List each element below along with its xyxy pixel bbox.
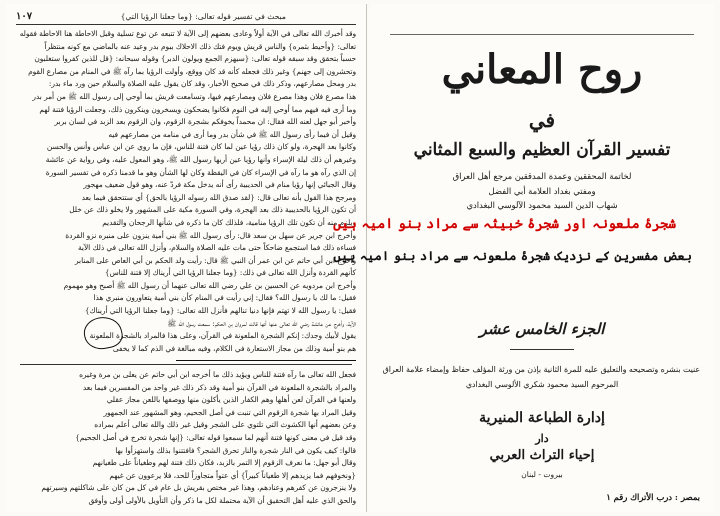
- text-line: وكانوا بعد الهجرة، ولو كان ذلك رؤيا عين لما كان فتنة للناس، فإن ما روي عن ابن عباس وأنس والحسن: [46, 142, 356, 152]
- edition-note-1: عنيت بنشره وتصحيحه والتعليق عليه للمرة الثانية بإذن من ورثة المؤلف حفاظ وإمضاء علامة العراق: [382, 365, 700, 374]
- text-line: ومرجح هذا القول بأنه تعالى قال: {لقد صدق الله رسوله الرؤيا بالحق} أي ستتحقق فيما بعد: [81, 192, 356, 202]
- author-line-3: شهاب الدين السيد محمود الآلوسي البغدادي: [466, 200, 618, 210]
- book-subtitle: تفسير القرآن العظيم والسبع المثاني: [413, 140, 671, 160]
- left-page: [6, 4, 367, 512]
- text-line: فساءه ذلك فما استجمع ضاحكاً حتى مات عليه الصلاة والسلام، وأنزل الله تعالى في ذلك الآية: [78, 243, 356, 253]
- urdu-annotation-red: شجرۂ ملعونہ اور شجرۂ خبیثہ سے مراد بنو امیہ ہیں: [333, 216, 676, 232]
- text-line: قالوا: كيف يكون في النار شجرة والنار تحرق الشجر؟ فافتتنوا بذلك واستهزأوا بها: [115, 445, 356, 455]
- text-line: وعن بعضهم أنها الكشوث التي تلتوي على الشجر وقيل غير ذلك والله تعالى أعلم بمراده: [94, 420, 356, 430]
- title-connector: في: [528, 108, 556, 132]
- text-line: وقيل أن فيما رأى رسول الله ﷺ في شأن بدر وما أرى في منامه من مصارعهم فيه: [108, 129, 356, 139]
- top-rule: [390, 34, 694, 35]
- separator-rule: [20, 364, 352, 365]
- right-page: [333, 4, 714, 512]
- text-line: وقد قيل في معنى كونها فتنة أنهم لما سمعوا قوله تعالى: {إنها شجرة تخرج في أصل الجحيم}: [75, 432, 356, 442]
- text-line: ولعنها في القرآن لعن أهلها وهم الكفار الذين يأكلون منها ووصفها باللعن مجاز عقلي: [106, 395, 356, 405]
- text-line: وقال أبو جهل: ما نعرف الزقوم إلا التمر بالزبد، فكان ذلك فتنة لهم وطغياناً على طغيانهم: [92, 458, 356, 468]
- body-text-upper: [16, 28, 356, 355]
- text-line: وأخرج ابن مردويه عن الحسين بن علي رضي الله تعالى عنهما أن رسول الله ﷺ أصبح وهو مهموم: [63, 280, 356, 290]
- publisher-conjunction: دار: [535, 432, 549, 445]
- text-line: وقيل المراد بها شجرة الزقوم التي تنبت في أصل الجحيم، وهو المشهور عند الجمهور: [103, 407, 356, 417]
- edition-note-2: المرحوم السيد محمود شكري الألوسي البغدادي: [465, 380, 619, 389]
- text-line: إن الذي رآه هو ما رآه في الإسراء كان في اليقظة وكان لها الشأن وهو ما قدمنا ذكره في تفسير السورة: [45, 167, 356, 177]
- text-line: وما أرى فيه فيهم مما أوحي إليه في النوم فكانوا يضحكون ويسخرون وينكرون ذلك، وجعلت الرؤيا فتنة لهم: [39, 104, 356, 114]
- text-line: كأنهم القردة وأنزل الله تعالى في ذلك: {وما جعلنا الرؤيا التي أريناك إلا فتنة للناس}: [104, 268, 356, 278]
- volume-label: الجزء الخامس عشر: [479, 320, 605, 338]
- text-line: ولا ينزجرون عن كفرهم وعنادهم، وهذا غير مختص بقريش بل عام في كل من كان على شاكلتهم وسيرتهم: [41, 483, 356, 493]
- text-line: وغيرهم أن ذلك ليلة الإسراء وأنها رؤيا عين أريها رسول الله ﷺ، وهو المعول عليه، وفي رواية عن عائشة: [45, 154, 356, 164]
- text-line: فجعل الله تعالى ما رآه فتنة للناس ويؤيد ذلك ما أخرجه ابن أبي حاتم عن يعلى بن مرة وغيره: [79, 370, 356, 379]
- text-line: حسباً بتحقق وقد سبقه قوله تعالى: {سيهزم الجمع ويولون الدبر} وقوله سبحانه: {قل للذين كفروا ستغلبون: [34, 54, 356, 64]
- publisher-name: إدارة الطباعة المنيرية: [479, 410, 605, 426]
- author-line-1: لخاتمة المحققين وعمدة المدققين مرجع أهل العراق: [452, 171, 632, 181]
- book-title: روح المعاني: [441, 46, 643, 93]
- text-line: الآية، وأخرج عن عائشة رضي الله تعالى عنها أنها قالت لمروان بن الحكم: سمعت رسول الله ﷺ: [167, 318, 356, 328]
- text-line: وتحشرون إلى جهنم} وغير ذلك فجعله كأنه قد كان ووقع، وأولت الرؤيا بما رآه ﷺ في المنام من مصارع القوم: [28, 66, 356, 76]
- text-line: وأخرج ابن أبي حاتم عن ابن عمر أن النبي ﷺ قال: رأيت ولد الحكم بن أبي العاص على المنابر: [75, 255, 356, 265]
- text-line: بدر ومحل مصارعهم، وذكر ذلك في صحيح الأخبار، وقد كان يقول عليه الصلاة والسلام حين ورد ماء بدر:: [48, 79, 356, 89]
- body-text-lower: [16, 369, 356, 508]
- text-line: فقيل: ما لك يا رسول الله؟ فقال: إني رأيت في المنام كأن بني أمية يتعاورون منبري هذا: [93, 293, 356, 303]
- text-line: والحق الذي عليه أهل التحقيق أن الآية محتملة لكل ما ذكر وأن التأويل بالأولى أولى وأوفق: [88, 495, 356, 505]
- text-line: أن تكون الرؤيا بالحديبية ذلك بعد الهجرة، وفي السورة مكية على المشهور ولا يخلو ذلك عن خلل: [69, 205, 356, 215]
- volume-rule: [510, 349, 574, 350]
- author-line-2: ومفتي بغداد العلامة أبي الفضل: [488, 186, 596, 196]
- text-line: وقال الجبائي إنها رؤيا منام في الحديبية رأى أنه يدخل مكة فردّ عنه، وهو قول ضعيف مهجور: [83, 180, 356, 190]
- text-line: وأخبر أبو جهل لعنه الله فقال: ان محمداً يخوفكم بشجرة الزقوم، وان الزقوم بعد الزبد في لسان بربر: [54, 117, 356, 127]
- text-line: وأخرج ابن جرير عن سهل بن سعد قال: رأى رسول الله ﷺ بني أمية ينزون على منبره نزو القردة: [65, 230, 356, 240]
- text-line: يقول لأبيك وجدك: إنكم الشجرة الملعونة في القرآن، وعلى هذا فالمراد بالشجرة الملعونة: [89, 331, 356, 341]
- running-head: [16, 10, 356, 25]
- publisher-address: بمصر : درب الأتراك رقم ١: [606, 492, 700, 502]
- text-line: تعالى: {وأحيط بثمره} والناس قريش ويوم فتك ذلك الاحلاك ببوم بدر وعيد عنه بالماضي مع كونه منتظراً: [44, 41, 356, 51]
- handwritten-underline: [176, 360, 356, 361]
- text-line: هم بنو أمية وذلك من مجاز الاستعارة في الكلام، وفيه مبالغة في الذم كما لا يخفى: [112, 343, 356, 353]
- text-line: وقد أخبرك الله تعالى في الآية أولاً وعادى بعضهم إلى الآية لا تتبعه عن توع تسلية وقبل الاحاطة هنا الاحاطة فقوله: [19, 29, 356, 38]
- page-number: ١٠٧: [16, 11, 33, 22]
- text-line: فقيل: يا رسول الله لا تهتم فإنها دنيا تنالهم فأنزل الله تعالى: {وما جعلنا الرؤيا التي أريناك}: [84, 306, 356, 316]
- running-head-title: مبحث في تفسير قوله تعالى: {وما جعلنا الرؤيا التي}: [120, 12, 286, 21]
- text-line: {ونخوفهم فما يزيدهم إلا طغياناً كبيراً} أي عتواً متجاوزاً للحد، فلا يرعوون عن غيهم: [109, 470, 356, 480]
- publisher-name-2: إحياء التراث العربي: [489, 448, 595, 463]
- text-line: والمراد بالشجرة الملعونة في القرآن بنو أمية وقد ذكر ذلك غير واحد من المفسرين فيما بعد: [82, 382, 356, 392]
- text-line: هذا مصرع فلان وهذا مصرع فلان ومصارعهم فيها، وتسامعت قريش بما أوحي إلى رسول الله ﷺ من أمر بدر: [32, 91, 356, 101]
- text-line: ويلزم منه أن تكون تلك الرؤيا منامية، فلذلك كان ما ذكره في شأنها الرجحان والتقديم: [102, 217, 356, 227]
- urdu-annotation-black: بعض مفسرین کے نزدیک شجرۂ ملعونہ سے مراد بنو امیہ ہیں: [333, 248, 692, 263]
- publisher-city: بيروت - لبنان: [521, 470, 563, 479]
